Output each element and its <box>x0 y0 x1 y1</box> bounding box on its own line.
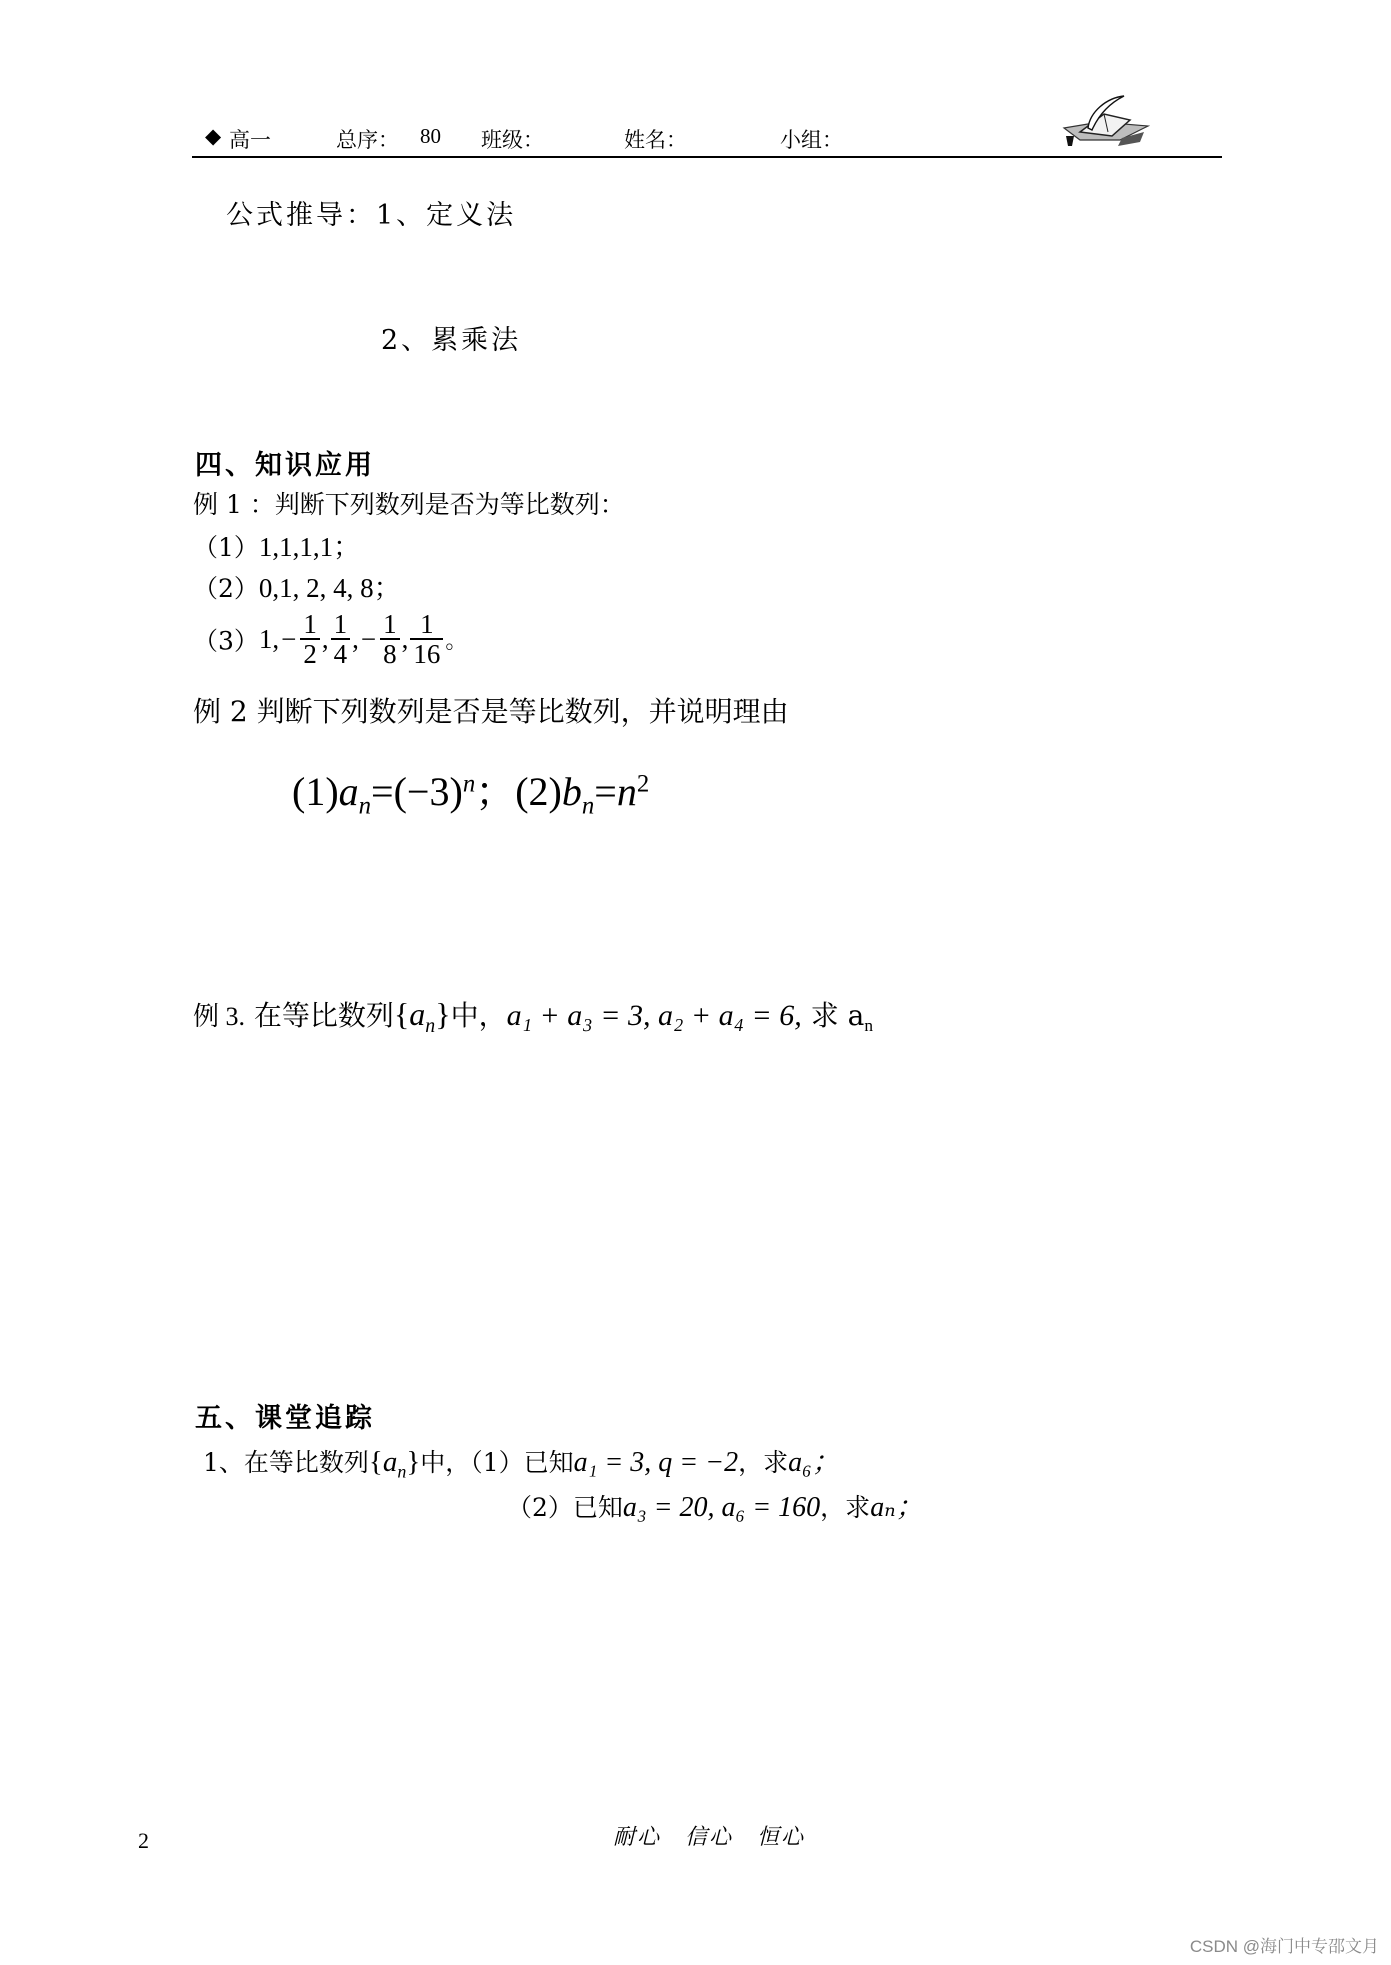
footer-motto: 耐心 信心 恒心 <box>613 1825 806 1850</box>
book-logo-icon <box>1060 92 1156 152</box>
example-1-title: 例 1 ：判断下列数列是否为等比数列： <box>193 490 625 519</box>
numerator: 1 <box>383 609 397 639</box>
question-1-part-2-condition: a₃ = 20, a₆ = 160 <box>622 1492 821 1523</box>
item-label: （3） <box>193 626 259 656</box>
numerator: 1 <box>333 609 348 639</box>
sequence-lead: 1, <box>258 623 280 654</box>
formula-n: n <box>616 769 637 814</box>
formula-eq-2: = <box>594 769 617 814</box>
denominator: 2 <box>300 638 320 668</box>
fraction-4 <box>410 610 443 669</box>
section-4-title: 四、知识应用 <box>195 450 375 481</box>
minus-sign: − <box>360 623 377 654</box>
example-2-title: 例 2 判断下列数列是否是等比数列，并说明理由 <box>193 695 789 728</box>
header-name-label: 姓名： <box>624 128 687 152</box>
derivation-item-2: 2、累乘法 <box>381 325 522 356</box>
formula-a: a <box>338 769 359 814</box>
item-label: （2） <box>193 574 259 603</box>
question-1-lead: 1、在等比数列 <box>203 1448 369 1477</box>
watermark: CSDN @海门中专邵文月 <box>1189 1937 1379 1956</box>
question-1-part-1: 中，（1）已知 <box>420 1448 574 1477</box>
fraction-3 <box>380 610 400 669</box>
header-serial-label: 总序： <box>336 128 399 152</box>
denominator: 16 <box>410 638 443 668</box>
fraction-1 <box>300 610 320 669</box>
example-3-text: 在等比数列 <box>253 999 394 1032</box>
example-3-prefix: 例 3. <box>193 1002 246 1031</box>
sequence-end: 。 <box>445 628 468 654</box>
example-2-formula <box>292 760 649 821</box>
formula-part-1-label: (1) <box>292 769 339 814</box>
example-1-item-2 <box>193 566 401 605</box>
question-1-line-2 <box>507 1485 924 1525</box>
header-group-label: 小组： <box>780 128 843 152</box>
denominator: 4 <box>331 638 351 668</box>
formula-b-subscript: n <box>581 792 595 820</box>
minus-sign: − <box>281 623 297 654</box>
question-1-part-2-target: aₙ； <box>870 1492 924 1523</box>
formula-b: b <box>561 769 582 814</box>
example-1-item-3: （3）1,− $\frac{1}{2}$ , $\frac{1}{4}$ ,− $\frac{1}{8}$ , $\frac{1}{16}$ 。 <box>193 609 468 670</box>
page-number: 2 <box>138 1828 149 1853</box>
example-3-ask: 求 a <box>810 999 865 1032</box>
sequence-a: a <box>382 1446 398 1478</box>
example-3-condition: a₁ + a₃ = 3, a₂ + a₄ = 6, <box>506 999 802 1032</box>
section-5-title: 五、课堂追踪 <box>195 1403 375 1434</box>
question-1-part-1-ask: ，求 <box>738 1448 789 1477</box>
sequence-subscript: n <box>397 1461 407 1482</box>
fraction-2 <box>331 610 351 669</box>
question-1-part-1-condition: a₁ = 3, q = −2 <box>573 1447 739 1478</box>
example-3-ask-subscript: n <box>864 1016 873 1036</box>
question-1-part-2: （2）已知 <box>507 1493 623 1522</box>
header-grade: 高一 <box>229 128 271 152</box>
example-3-mid: 中， <box>450 999 507 1032</box>
numerator: 1 <box>420 609 434 639</box>
denominator: 8 <box>380 638 400 668</box>
example-3 <box>193 994 873 1038</box>
sequence-braces: $\{a_n\}$ <box>393 996 451 1037</box>
example-1-item-1 <box>193 525 360 564</box>
sequence-expression: 1,1,1,1； <box>258 532 361 562</box>
formula-separator: ；(2) <box>475 769 562 814</box>
header-rule <box>192 156 1222 158</box>
header-diamond: ◆ <box>205 124 222 148</box>
question-1-line-1 <box>203 1440 840 1482</box>
sequence-a: a <box>409 996 426 1032</box>
formula-exponent-2: 2 <box>636 770 650 798</box>
sequence-expression: 0,1, 2, 4, 8； <box>258 573 401 603</box>
numerator: 1 <box>303 609 317 639</box>
formula-a-subscript: n <box>358 792 372 820</box>
header-serial-value: 80 <box>420 124 441 148</box>
formula-eq-1: =(−3) <box>371 769 463 814</box>
question-1-part-2-ask: ，求 <box>820 1493 871 1522</box>
sequence-subscript: n <box>425 1014 436 1037</box>
header-class-label: 班级： <box>481 128 544 152</box>
derivation-title: 公式推导：1、定义法 <box>226 200 517 231</box>
formula-exponent-1: n <box>462 770 476 798</box>
sequence-braces: $\{a_n\}$ <box>368 1446 421 1482</box>
question-1-part-1-target: a₆； <box>788 1447 840 1478</box>
item-label: （1） <box>193 533 259 562</box>
